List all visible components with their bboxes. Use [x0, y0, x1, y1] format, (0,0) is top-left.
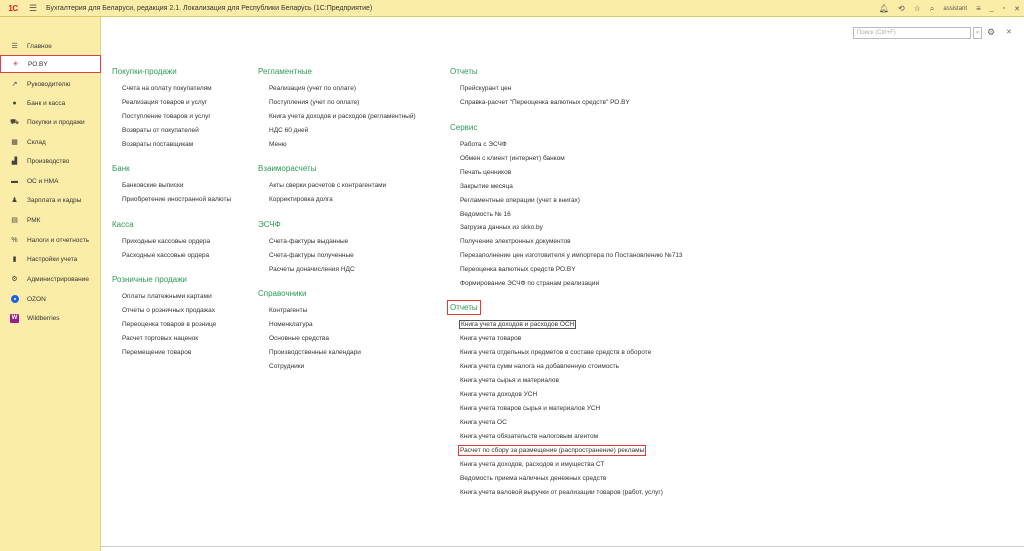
divider	[101, 546, 1024, 547]
menu-link[interactable]: Формирование ЭСЧФ по странам реализации	[460, 280, 600, 287]
cart-icon: ⛟	[10, 118, 19, 126]
main-menu-icon[interactable]: ☰	[28, 2, 38, 13]
close-window-icon[interactable]: ✕	[1014, 5, 1020, 13]
gear-icon: ⚙	[11, 276, 18, 283]
menu-link[interactable]: Меню	[269, 141, 287, 148]
section-title: Регламентные	[258, 67, 312, 76]
section-title: Розничные продажи	[112, 275, 187, 284]
menu-link[interactable]: Расчет торговых наценок	[122, 335, 199, 342]
register-icon: ▤	[11, 217, 18, 224]
close-panel-icon[interactable]: ✕	[1006, 29, 1012, 36]
ozon-icon	[10, 295, 19, 304]
settings-menu-icon[interactable]: ≡	[976, 4, 981, 13]
sidebar-item-salary[interactable]: ♟ Зарплата и кадры	[11, 196, 82, 204]
menu-link[interactable]: Печать ценников	[460, 169, 512, 176]
coin-icon: ●	[12, 99, 17, 107]
sidebar-item-rmk[interactable]: ▤ РМК	[11, 216, 41, 224]
menu-link[interactable]: Книга учета сырья и материалов	[460, 377, 559, 384]
trend-icon: ↗	[11, 81, 18, 88]
user-name[interactable]: assistant	[943, 5, 968, 12]
menu-link[interactable]: Загрузка данных из skko.by	[460, 224, 543, 231]
menu-link[interactable]: Книга учета товаров	[460, 335, 522, 342]
menu-link[interactable]: Реализация товаров и услуг	[122, 99, 208, 106]
menu-link[interactable]: Основные средства	[269, 335, 329, 342]
sidebar-item-bank-cash[interactable]: ● Банк и касса	[0, 94, 101, 112]
sidebar-item-sales[interactable]: ⛟ Покупки и продажи	[10, 118, 85, 126]
menu-link-advertising-fee[interactable]: Расчет по сбору за размещение (распространение) рекламы	[460, 447, 645, 454]
star-icon[interactable]: ☆	[913, 4, 921, 13]
menu-link[interactable]: Книга учета доходов, расходов и имущества СТ	[460, 461, 605, 468]
search-input[interactable]: Поиск (Ctrl+F)	[853, 27, 971, 39]
menu-link[interactable]: Перезаполнение цен изготовителя у импортера по Постановлению №713	[460, 252, 683, 259]
menu-link[interactable]: Книга учета валовой выручки от реализации товаров (работ, услуг)	[460, 489, 663, 496]
menu-link[interactable]: Банковские выписки	[122, 182, 184, 189]
panel-settings-icon[interactable]: ⚙	[987, 27, 996, 37]
history-icon[interactable]: ⟲	[898, 4, 905, 13]
factory-icon: ▟	[11, 158, 18, 165]
menu-link[interactable]: Отчеты о розничных продажах	[122, 307, 215, 314]
menu-link[interactable]: Счета-фактуры полученные	[269, 252, 354, 259]
sidebar	[0, 17, 101, 551]
menu-link[interactable]: Переоценка товаров в рознице	[122, 321, 217, 328]
menu-link[interactable]: Производственные календари	[269, 349, 361, 356]
menu-link[interactable]: Обмен с клиент (интернет) банком	[460, 155, 565, 162]
menu-link[interactable]: Справка-расчет "Переоценка валютных средств" РО.BY	[460, 99, 630, 106]
search-clear-button[interactable]: ×	[973, 27, 982, 39]
menu-link[interactable]: Книга учета доходов УСН	[460, 391, 538, 398]
menu-link[interactable]: Поступление товаров и услуг	[122, 113, 211, 120]
section-title: Касса	[112, 220, 134, 229]
sidebar-item-ozon[interactable]: OZON	[0, 290, 101, 308]
sidebar-item-wildberries[interactable]: W Wildberries	[11, 314, 60, 322]
asterisk-icon: ✳	[12, 61, 19, 68]
menu-link[interactable]: Акты сверки расчетов с контрагентами	[269, 182, 387, 189]
menu-link[interactable]: Книга учета товаров сырья и материалов УСН	[460, 405, 601, 412]
menu-link[interactable]: Счета-фактуры выданные	[269, 238, 349, 245]
sidebar-item-roby[interactable]: ✳ РО.BY	[0, 55, 101, 73]
menu-link[interactable]: Регламентные операции (учет в книгах)	[460, 197, 580, 204]
menu-link[interactable]: Приходные кассовые ордера	[122, 238, 211, 245]
section-title: Отчеты	[450, 67, 478, 76]
menu-link[interactable]: Переоценка валютных средств РО.BY	[460, 266, 576, 273]
menu-link[interactable]: Расходные кассовые ордера	[122, 252, 210, 259]
menu-icon: ☰	[11, 43, 18, 50]
menu-link[interactable]: Закрытие месяца	[460, 183, 513, 190]
menu-link[interactable]: Номенклатура	[269, 321, 313, 328]
menu-link[interactable]: Прейскурант цен	[460, 85, 512, 92]
section-title: ЭСЧФ	[258, 220, 281, 229]
menu-link[interactable]: Приобретение иностранной валюты	[122, 196, 232, 203]
section-title: Справочники	[258, 289, 307, 298]
section-title: Банк	[112, 164, 130, 173]
minimize-icon[interactable]: _	[989, 5, 994, 12]
section-title-reports: Отчеты	[450, 303, 478, 312]
truck-icon: ▬	[11, 177, 18, 185]
sidebar-item-admin[interactable]: ⚙ Администрирование	[11, 275, 89, 283]
menu-link[interactable]: Книга учета отдельных предметов в составе средств в обороте	[460, 349, 652, 356]
maximize-icon[interactable]: ▫	[1002, 5, 1006, 12]
sidebar-item-taxes[interactable]: % Налоги и отчетность	[11, 236, 90, 244]
percent-icon: %	[11, 236, 18, 244]
section-title: Взаиморасчеты	[258, 164, 317, 173]
menu-link[interactable]: Корректировка долга	[269, 196, 333, 203]
main-panel	[101, 17, 1024, 551]
person-icon: ♟	[11, 197, 18, 204]
menu-link[interactable]: Получение электронных документов	[460, 238, 571, 245]
menu-link[interactable]: Расчеты доначисления НДС	[269, 266, 355, 273]
sidebar-item-settings[interactable]: ▮ Настройки учета	[0, 250, 101, 268]
menu-link[interactable]: Книга учета ОС	[460, 419, 507, 426]
menu-link-selected[interactable]: Книга учета доходов и расходов ОСН	[461, 321, 575, 328]
section-title: Сервис	[450, 123, 478, 132]
menu-link[interactable]: Оплаты платежными картами	[122, 293, 212, 300]
menu-link[interactable]: Сотрудники	[269, 363, 305, 370]
menu-link[interactable]: Счета на оплату покупателям	[122, 85, 212, 92]
bell-icon[interactable]: 🔔︎	[878, 4, 890, 13]
menu-link[interactable]: Возвраты от покупателей	[122, 127, 199, 134]
menu-link[interactable]: НДС 60 дней	[269, 127, 309, 134]
menu-link[interactable]: Ведомость № 16	[460, 211, 511, 218]
menu-link[interactable]: Книга учета доходов и расходов (регламентный)	[269, 113, 416, 120]
app-title: Бухгалтерия для Беларуси, редакция 2.1. Локализация для Республики Беларусь (1С:Предприятие)	[46, 4, 373, 12]
sidebar-item-manager[interactable]: ↗ Руководителю	[11, 80, 71, 88]
menu-link[interactable]: Возвраты поставщикам	[122, 141, 194, 148]
sidebar-item-production[interactable]: ▟ Производство	[11, 157, 70, 165]
menu-link[interactable]: Работа с ЭСЧФ	[460, 141, 507, 148]
menu-link[interactable]: Перемещение товаров	[122, 349, 192, 356]
search-icon[interactable]: ⌕	[929, 3, 935, 13]
sidebar-item-assets[interactable]: ▬ ОС и НМА	[11, 177, 59, 185]
menu-link[interactable]: Поступления (учет по оплате)	[269, 99, 360, 106]
app-logo[interactable]: 1С	[8, 3, 18, 13]
menu-link[interactable]: Книга учета сумм налога на добавленную стоимость	[460, 363, 620, 370]
warehouse-icon: ▦	[11, 139, 18, 146]
sidebar-item-warehouse[interactable]: ▦ Склад	[11, 138, 46, 146]
sidebar-item-main[interactable]: ☰ Главное	[11, 42, 52, 50]
menu-link[interactable]: Контрагенты	[269, 307, 308, 314]
menu-link[interactable]: Ведомость приема наличных денежных средств	[460, 475, 607, 482]
menu-link[interactable]: Реализация (учет по оплате)	[269, 85, 356, 92]
menu-link[interactable]: Книга учета обязательств налоговым агентом	[460, 433, 599, 440]
title-bar	[0, 0, 1024, 17]
wb-icon: W	[11, 315, 18, 321]
section-title: Покупки-продажи	[112, 67, 177, 76]
book-icon: ▮	[12, 256, 17, 263]
